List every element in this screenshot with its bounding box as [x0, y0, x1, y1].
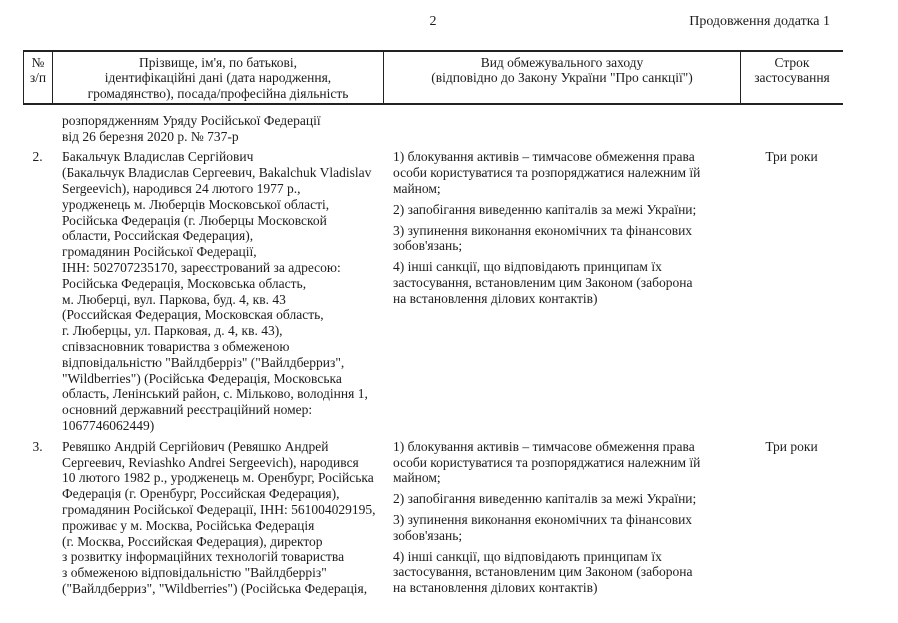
sanctions-table — [23, 50, 843, 597]
text-line: области, Российская Федерация), — [62, 228, 254, 244]
text-line: розпорядженням Уряду Російської Федерації — [62, 112, 321, 128]
text-line: з обмеженою відповідальністю "Вайлдберріз" — [62, 565, 327, 581]
text-line: проживає у м. Москва, Російська Федерація — [62, 517, 315, 533]
text-line: (Российская Федерация, Московская область, — [62, 307, 324, 323]
page-top-header — [23, 14, 843, 31]
text-line: від 26 березня 2020 р. № 737-р — [62, 128, 239, 144]
text-line: майном; — [393, 181, 441, 197]
person-details — [52, 149, 383, 433]
text-line: особи користуватися та розпоряджатися належним їй — [393, 165, 701, 181]
text-line: ("Вайлдберриз", "Wildberries") (Російська Федерація, — [62, 581, 368, 596]
restrictive-measures — [383, 439, 740, 597]
measure-item — [393, 259, 740, 306]
text-line: 4) інші санкції, що відповідають принципам їх — [393, 259, 662, 275]
text-line: громадянин Російської Федерації, ІНН: 561004029195, — [62, 502, 376, 518]
column-header-number — [23, 52, 52, 103]
text-line: (відповідно до Закону України "Про санкції") — [431, 70, 693, 86]
text-line: з розвитку інформаційних технологій товариства — [62, 549, 345, 565]
measure-item — [393, 491, 740, 507]
text-line: 1) блокування активів – тимчасове обмеження права — [393, 149, 695, 165]
text-line: застосування, встановленим цим Законом (заборона — [393, 564, 693, 580]
text-line: особи користуватися та розпоряджатися належним їй — [393, 454, 701, 470]
empty-cell — [740, 113, 843, 145]
text-line: застосування, встановленим цим Законом (заборона — [393, 275, 693, 291]
page-number: 2 — [429, 14, 437, 29]
text-line: 1067746062449) — [62, 418, 155, 434]
row-number: 3. — [32, 438, 43, 454]
text-line: Строк — [774, 55, 810, 70]
page-content — [23, 14, 843, 597]
restrictive-measures — [383, 149, 740, 433]
text-line: зобов'язань; — [393, 238, 463, 254]
text-line: громадянство), посада/професійна діяльність — [87, 85, 349, 101]
row-number: 2. — [32, 149, 43, 165]
text-line: 2) запобігання виведенню капіталів за межі України; — [393, 201, 697, 217]
text-line: 3) зупинення виконання економічних та фінансових — [393, 222, 693, 238]
text-line: майном; — [393, 470, 441, 486]
term-of-application: Три роки — [765, 149, 818, 165]
text-line: Федерація (г. Оренбург, Российская Федерация), — [62, 486, 340, 502]
text-line: Російська Федерація, Московська область, — [62, 275, 307, 291]
text-line: 1) блокування активів – тимчасове обмеження права — [393, 438, 695, 454]
text-line: № — [31, 55, 45, 70]
text-line: область, Ленінський район, с. Мільково, володіння 1, — [62, 386, 368, 402]
measure-item — [393, 512, 740, 544]
column-header-term — [740, 52, 843, 103]
person-details — [52, 439, 383, 597]
text-line: Бакальчук Владислав Сергійович — [62, 149, 254, 165]
table-row-3 — [23, 439, 843, 597]
text-line: (г. Москва, Российская Федерация), директор — [62, 533, 323, 549]
text-line: ідентифікаційні дані (дата народження, — [104, 70, 332, 86]
measure-item — [393, 149, 740, 196]
column-header-measure — [383, 52, 740, 103]
text-line: зобов'язань; — [393, 527, 463, 543]
text-line: уродженець м. Люберців Московської області, — [62, 196, 330, 212]
text-line: застосування — [754, 70, 830, 86]
text-line: м. Люберці, вул. Паркова, буд. 4, кв. 43 — [62, 291, 286, 307]
text-line: громадянин Російської Федерації, — [62, 244, 257, 260]
term-of-application: Три роки — [765, 438, 818, 454]
text-line: Прізвище, ім'я, по батькові, — [138, 55, 298, 70]
text-line: ІНН: 502707235170, зареєстрований за адресою: — [62, 260, 341, 276]
text-line: Російська Федерація (г. Люберцы Московской — [62, 212, 327, 228]
text-line: 3) зупинення виконання економічних та фінансових — [393, 512, 693, 528]
measure-item — [393, 202, 740, 218]
text-line: 4) інші санкції, що відповідають принципам їх — [393, 548, 662, 564]
measure-item — [393, 549, 740, 596]
text-line: Вид обмежувального заходу — [480, 55, 644, 70]
measure-item — [393, 439, 740, 486]
carryover-text — [52, 113, 383, 145]
empty-cell — [23, 113, 52, 145]
text-line: Sergeevich), народився 24 лютого 1977 р., — [62, 181, 301, 197]
text-line: на встановлення ділових контактів) — [393, 580, 598, 596]
text-line: 2) запобігання виведенню капіталів за межі України; — [393, 491, 697, 507]
table-row-2 — [23, 149, 843, 433]
text-line: відповідальністю "Вайлдберріз" ("Вайлдберриз", — [62, 354, 345, 370]
text-line: Ревяшко Андрій Сергійович (Ревяшко Андрей — [62, 438, 329, 454]
text-line: співзасновник товариства з обмеженою — [62, 339, 290, 355]
empty-cell — [383, 113, 740, 145]
table-header-row — [23, 50, 843, 105]
carryover-row — [23, 105, 843, 145]
text-line: Сергеевич, Reviashko Andrei Sergeevich), народився — [62, 454, 359, 470]
text-line: основний державний реєстраційний номер: — [62, 402, 313, 418]
text-line: (Бакальчук Владислав Сергеевич, Bakalchuk Vladislav — [62, 165, 372, 181]
column-header-person — [52, 52, 383, 103]
text-line: на встановлення ділових контактів) — [393, 290, 598, 306]
text-line: з/п — [29, 70, 47, 86]
appendix-continuation-label: Продовження додатка 1 — [689, 14, 830, 29]
text-line: 10 лютого 1982 р., уродженець м. Оренбург, Російська — [62, 470, 374, 486]
measure-item — [393, 223, 740, 255]
text-line: "Wildberries") (Російська Федерація, Московська — [62, 370, 342, 386]
text-line: г. Люберцы, ул. Парковая, д. 4, кв. 43), — [62, 323, 283, 339]
